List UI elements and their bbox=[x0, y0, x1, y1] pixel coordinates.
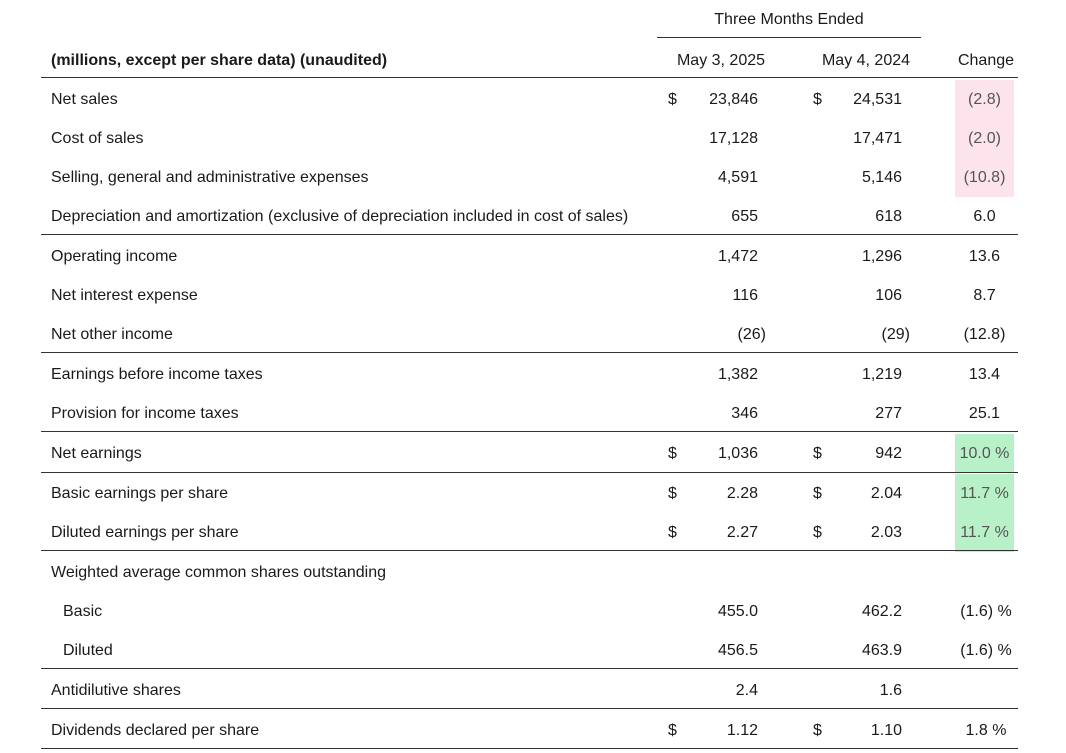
value-2024: 17,471 bbox=[853, 129, 902, 147]
table-row bbox=[41, 513, 1018, 552]
change-value: 11.7 % bbox=[955, 474, 1014, 513]
change-value: 25.1 bbox=[968, 404, 1001, 422]
value-2024: 1,219 bbox=[861, 365, 902, 383]
value-2025: 346 bbox=[731, 404, 758, 422]
value-2025: 1,036 bbox=[717, 444, 758, 462]
change-value: 13.6 bbox=[968, 247, 1001, 265]
change-value: 6.0 bbox=[973, 207, 996, 225]
row-label: Net other income bbox=[51, 325, 173, 343]
table-row bbox=[41, 197, 1018, 236]
change-value: 8.7 bbox=[973, 286, 996, 304]
table-row bbox=[41, 434, 1018, 473]
header-row bbox=[41, 41, 1018, 80]
table-row bbox=[41, 80, 1018, 119]
value-2024: (29) bbox=[881, 325, 910, 343]
value-2024: 24,531 bbox=[853, 90, 902, 108]
table-row bbox=[41, 553, 1018, 592]
row-label: Cost of sales bbox=[51, 129, 144, 147]
row-label: Net interest expense bbox=[51, 286, 198, 304]
value-2024: 2.03 bbox=[870, 523, 902, 541]
col-header-2024: May 4, 2024 bbox=[821, 51, 911, 69]
table-row bbox=[41, 474, 1018, 513]
table-row bbox=[41, 315, 1018, 354]
table-row bbox=[41, 237, 1018, 276]
currency-2025: $ bbox=[668, 484, 677, 502]
change-value: 10.0 % bbox=[955, 434, 1014, 473]
currency-2025: $ bbox=[668, 90, 677, 108]
table-row bbox=[41, 711, 1018, 750]
row-label: Operating income bbox=[51, 247, 178, 265]
change-value: (10.8) bbox=[955, 158, 1014, 197]
row-label: Net earnings bbox=[51, 444, 142, 462]
change-value: (12.8) bbox=[963, 325, 1006, 343]
value-2025: 17,128 bbox=[709, 129, 758, 147]
value-2025: 2.4 bbox=[735, 681, 758, 699]
row-label: Net sales bbox=[51, 90, 118, 108]
value-2024: 618 bbox=[875, 207, 902, 225]
change-value: (1.6) % bbox=[960, 602, 1012, 620]
value-2024: 5,146 bbox=[861, 168, 902, 186]
change-value: (2.0) bbox=[955, 119, 1014, 158]
row-rule bbox=[41, 234, 1018, 235]
col-header-2025: May 3, 2025 bbox=[676, 51, 766, 69]
change-value: (2.8) bbox=[955, 80, 1014, 119]
label-column-header: (millions, except per share data) (unaudited) bbox=[51, 51, 388, 69]
value-2025: 4,591 bbox=[717, 168, 758, 186]
change-value: 11.7 % bbox=[955, 513, 1014, 552]
currency-2024: $ bbox=[813, 444, 822, 462]
change-value: (1.6) % bbox=[960, 641, 1012, 659]
row-label: Antidilutive shares bbox=[51, 681, 181, 699]
value-2025: 2.27 bbox=[726, 523, 758, 541]
table-row bbox=[41, 394, 1018, 433]
value-2025: 455.0 bbox=[717, 602, 758, 620]
row-label: Diluted bbox=[63, 641, 113, 659]
row-label: Selling, general and administrative expenses bbox=[51, 168, 369, 186]
table-row bbox=[41, 592, 1018, 631]
currency-2025: $ bbox=[668, 523, 677, 541]
value-2025: 2.28 bbox=[726, 484, 758, 502]
value-2024: 942 bbox=[875, 444, 902, 462]
currency-2025: $ bbox=[668, 444, 677, 462]
group-title-underline bbox=[657, 37, 921, 38]
value-2025: (26) bbox=[737, 325, 766, 343]
change-value: 1.8 % bbox=[965, 721, 1007, 739]
row-label: Weighted average common shares outstanding bbox=[51, 563, 387, 581]
row-rule bbox=[41, 472, 1018, 473]
row-label: Basic bbox=[63, 602, 103, 620]
change-value: 13.4 bbox=[968, 365, 1001, 383]
row-label: Basic earnings per share bbox=[51, 484, 228, 502]
group-title: Three Months Ended bbox=[714, 11, 864, 28]
currency-2024: $ bbox=[813, 721, 822, 739]
value-2024: 277 bbox=[875, 404, 902, 422]
value-2024: 462.2 bbox=[861, 602, 902, 620]
table-row bbox=[41, 119, 1018, 158]
col-header-change: Change bbox=[957, 51, 1015, 69]
row-label: Earnings before income taxes bbox=[51, 365, 263, 383]
row-rule bbox=[41, 431, 1018, 432]
row-rule bbox=[41, 748, 1018, 749]
value-2025: 1,382 bbox=[717, 365, 758, 383]
table-row bbox=[41, 631, 1018, 670]
value-2024: 1.10 bbox=[870, 721, 902, 739]
row-label: Diluted earnings per share bbox=[51, 523, 239, 541]
value-2025: 1.12 bbox=[726, 721, 758, 739]
row-rule bbox=[41, 352, 1018, 353]
currency-2024: $ bbox=[813, 484, 822, 502]
row-rule bbox=[41, 550, 1018, 551]
currency-2024: $ bbox=[813, 90, 822, 108]
value-2024: 106 bbox=[875, 286, 902, 304]
table-row bbox=[41, 276, 1018, 315]
value-2024: 2.04 bbox=[870, 484, 902, 502]
header-rule bbox=[41, 77, 1018, 78]
row-rule bbox=[41, 708, 1018, 709]
value-2025: 1,472 bbox=[717, 247, 758, 265]
table-row bbox=[41, 355, 1018, 394]
row-rule bbox=[41, 668, 1018, 669]
row-label: Dividends declared per share bbox=[51, 721, 260, 739]
value-2024: 1,296 bbox=[861, 247, 902, 265]
value-2025: 655 bbox=[731, 207, 758, 225]
value-2025: 456.5 bbox=[717, 641, 758, 659]
table-row bbox=[41, 671, 1018, 710]
value-2025: 23,846 bbox=[709, 90, 758, 108]
value-2024: 463.9 bbox=[861, 641, 902, 659]
row-label: Depreciation and amortization (exclusive of depreciation included in cost of sales) bbox=[51, 207, 629, 225]
value-2024: 1.6 bbox=[879, 681, 902, 699]
value-2025: 116 bbox=[732, 286, 758, 304]
currency-2024: $ bbox=[813, 523, 822, 541]
row-label: Provision for income taxes bbox=[51, 404, 239, 422]
currency-2025: $ bbox=[668, 721, 677, 739]
table-row bbox=[41, 158, 1018, 197]
